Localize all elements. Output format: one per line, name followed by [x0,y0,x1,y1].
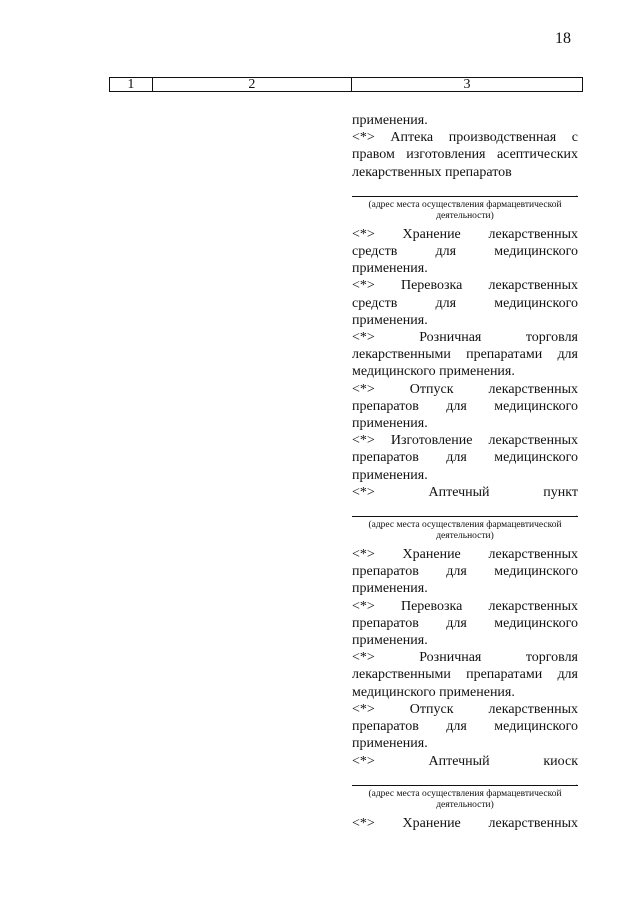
address-caption: (адрес места осуществления фармацевтической деятельности) [368,788,562,810]
paragraph-pharmacy-kiosk: <*> Аптечный киоск [352,753,578,769]
paragraph: <*> Хранение лекарственных препаратов для медицинского применения. [352,547,578,597]
paragraph: <*> Хранение лекарственных [352,815,578,831]
paragraph: применения. [352,113,428,128]
paragraph: <*> Перевозка лекарственных препаратов для медицинского применения. [352,598,578,649]
address-field-line [352,185,578,200]
column-header-2: 2 [152,78,351,92]
field-period: . [575,185,578,200]
paragraph: <*> Отпуск лекарственных препаратов для медицинского применения. [352,381,578,432]
paragraph: <*> Отпуск лекарственных препаратов для медицинского применения. [352,701,578,752]
paragraph-pharmacy-production: <*> Аптека производственная с правом изготовления асептических лекарственных препаратов [352,130,578,180]
column-header-1: 1 [110,78,153,92]
field-period: . [575,506,578,521]
paragraph: <*> Розничная торговля лекарственными препаратами для медицинского применения. [352,650,578,700]
address-caption: (адрес места осуществления фармацевтической деятельности) [368,520,562,542]
address-field-line [352,505,578,521]
column-3-content [352,112,578,832]
page-number: 18 [555,30,571,47]
table-header [109,77,583,92]
paragraph: <*> Розничная торговля лекарственными препаратами для медицинского применения. [352,330,578,380]
paragraph: <*> Хранение лекарственных средств для медицинского применения. [352,226,578,277]
address-caption: (адрес места осуществления фармацевтической деятельности) [368,199,562,221]
table-header-row [110,78,583,92]
paragraph: <*> Изготовление лекарственных препаратов для медицинского применения. [352,433,578,483]
column-header-3: 3 [351,78,582,92]
paragraph: <*> Перевозка лекарственных средств для медицинского применения. [352,278,578,328]
paragraph-pharmacy-point: <*> Аптечный пункт [352,484,578,500]
address-field-line [352,774,578,789]
field-period: . [575,774,578,789]
